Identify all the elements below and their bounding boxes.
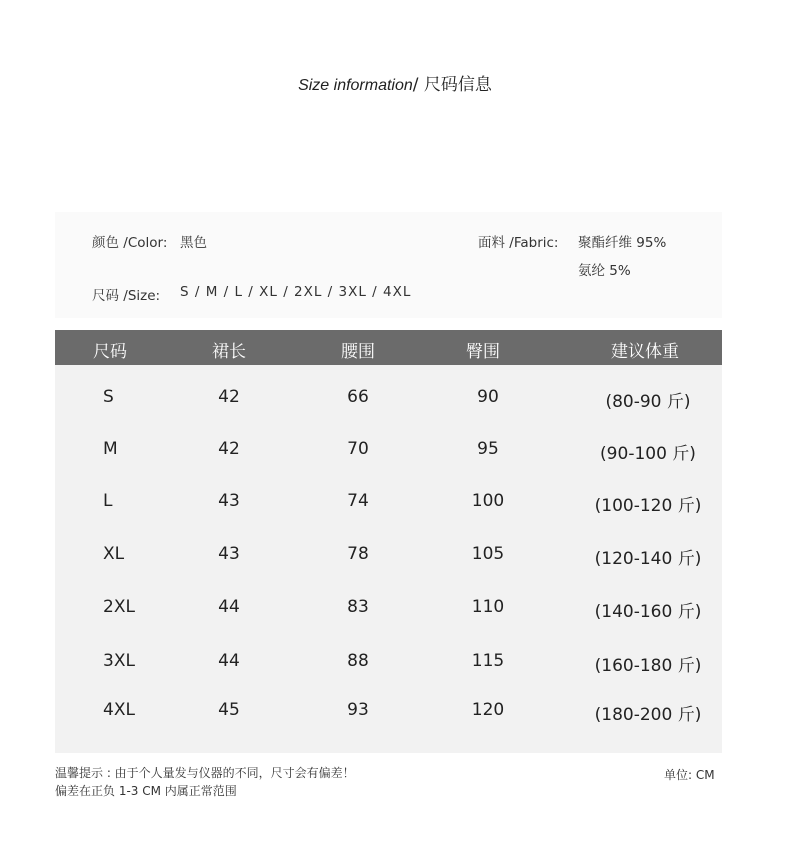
cell-weight: (180-200 斤) xyxy=(594,705,702,725)
cell-length: 43 xyxy=(218,544,240,564)
header-hip: 臀围 xyxy=(466,342,500,362)
table-row xyxy=(55,700,722,724)
fabric-value-2: 氨纶 5% xyxy=(578,263,631,279)
fabric-label: 面料 /Fabric: xyxy=(478,235,559,251)
color-label: 颜色 /Color: xyxy=(92,235,168,251)
product-info xyxy=(55,212,722,318)
table-row xyxy=(55,439,722,463)
table-row xyxy=(55,387,722,411)
cell-size: 4XL xyxy=(103,700,135,720)
cell-waist: 74 xyxy=(347,491,369,511)
fabric-value-1: 聚酯纤维 95% xyxy=(578,235,667,251)
cell-weight: (160-180 斤) xyxy=(594,656,702,676)
cell-hip: 90 xyxy=(477,387,499,407)
cell-length: 43 xyxy=(218,491,240,511)
color-value: 黑色 xyxy=(180,235,207,251)
cell-weight: (90-100 斤) xyxy=(600,444,696,464)
cell-weight: (80-90 斤) xyxy=(605,392,691,412)
cell-size: 2XL xyxy=(103,597,135,617)
cell-size: L xyxy=(103,491,113,511)
size-label: 尺码 /Size: xyxy=(92,288,161,304)
size-table xyxy=(55,365,722,753)
note-line-1: 温馨提示 : 由于个人量发与仪器的不同，尺寸会有偏差！ xyxy=(55,766,355,780)
header-length: 裙长 xyxy=(212,342,246,362)
cell-length: 44 xyxy=(218,651,240,671)
cell-size: M xyxy=(103,439,118,459)
title-en: Size information xyxy=(298,77,413,94)
size-value: S / M / L / XL / 2XL / 3XL / 4XL xyxy=(180,284,412,300)
unit-label: 单位: CM xyxy=(664,768,715,782)
table-row xyxy=(55,651,722,675)
table-row xyxy=(55,544,722,568)
cell-hip: 110 xyxy=(471,597,505,617)
cell-waist: 70 xyxy=(347,439,369,459)
header-size: 尺码 xyxy=(93,342,127,362)
title-cn: / 尺码信息 xyxy=(412,75,492,95)
table-row xyxy=(55,491,722,515)
cell-length: 42 xyxy=(218,387,240,407)
cell-waist: 93 xyxy=(347,700,369,720)
cell-hip: 100 xyxy=(471,491,505,511)
cell-length: 44 xyxy=(218,597,240,617)
cell-waist: 78 xyxy=(347,544,369,564)
cell-waist: 83 xyxy=(347,597,369,617)
cell-length: 45 xyxy=(218,700,240,720)
cell-length: 42 xyxy=(218,439,240,459)
cell-waist: 88 xyxy=(347,651,369,671)
table-header xyxy=(55,330,722,365)
cell-hip: 120 xyxy=(471,700,505,720)
header-weight: 建议体重 xyxy=(611,342,679,362)
cell-hip: 95 xyxy=(477,439,499,459)
cell-size: 3XL xyxy=(103,651,135,671)
cell-hip: 115 xyxy=(471,651,505,671)
cell-hip: 105 xyxy=(471,544,505,564)
cell-weight: (140-160 斤) xyxy=(594,602,702,622)
cell-weight: (100-120 斤) xyxy=(594,496,702,516)
header-waist: 腰围 xyxy=(341,342,375,362)
page-title xyxy=(0,70,790,95)
cell-size: XL xyxy=(103,544,125,564)
cell-size: S xyxy=(103,387,114,407)
cell-weight: (120-140 斤) xyxy=(594,549,702,569)
cell-waist: 66 xyxy=(347,387,369,407)
table-row xyxy=(55,597,722,621)
note-line-2: 偏差在正负 1-3 CM 内属正常范围 xyxy=(55,784,237,798)
